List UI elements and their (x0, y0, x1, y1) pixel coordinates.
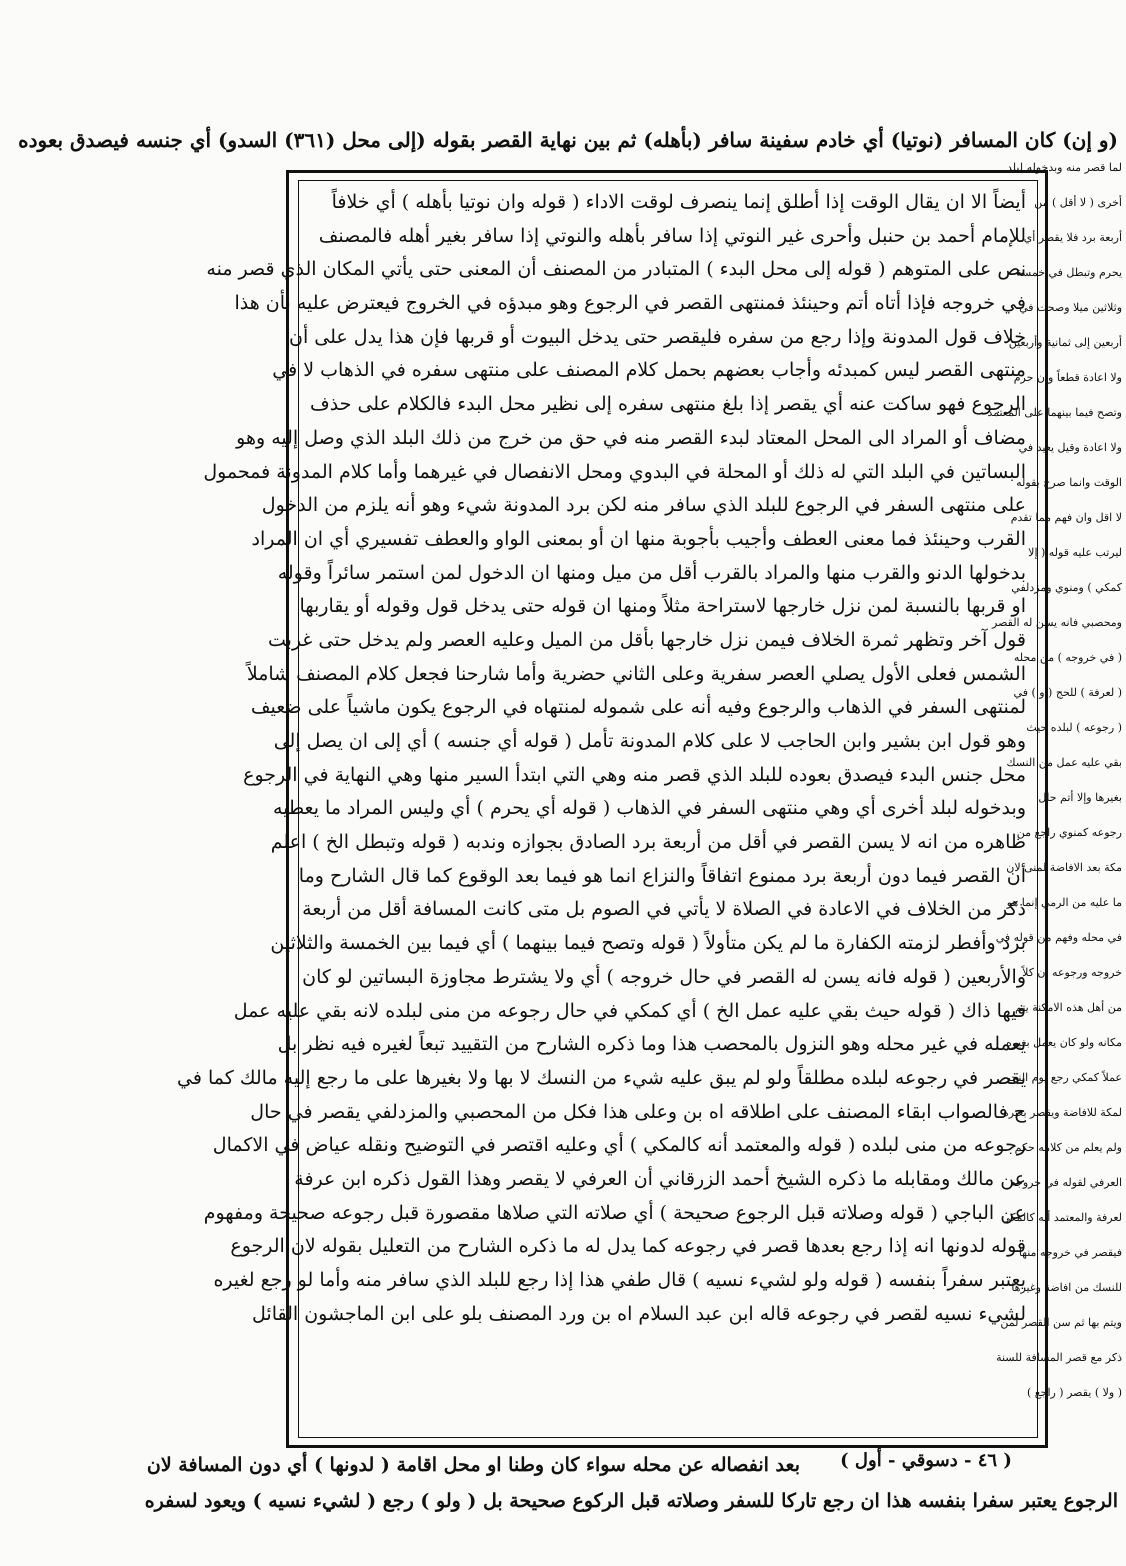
commentary-line: يقصر في رجوعه لبلده مطلقاً ولو لم يبق عليه شيء من النسك لا بها ولا بغيرها على ما رجع إليه مالك كما في (177, 1066, 1026, 1089)
commentary-line: أن القصر فيما دون أربعة برد ممنوع اتفاقاً والنزاع انما هو فيما بعد الوقوع كما قال الشارح وما (298, 864, 1026, 887)
margin-line: ليرتب عليه قوله ( إلا (1028, 546, 1122, 559)
margin-line: ومحصبي فانه يسن له القصر (992, 616, 1122, 629)
commentary-line: لشيء نسيه لقصر في رجوعه قاله ابن عبد السلام اه بن ورد المصنف بلو على ابن الماجشون القائل (252, 1302, 1026, 1325)
margin-line: أربعة برد فلا يقصر أي (1023, 231, 1122, 244)
commentary-line: في خروجه فإذا أتاه أتم وحينئذ فمنتهى القصر في الرجوع وهو مبدؤه في الخروج فيعترض عليه بأن هذا (234, 292, 1026, 315)
commentary-line: عن الباجي ( قوله وصلاته قبل الرجوع صحيحة ) أي صلاته التي صلاها مقصورة قبل رجوعه صحيحة ومفهوم (203, 1201, 1026, 1224)
margin-line: العرفي لقوله في خروجه (1010, 1176, 1122, 1189)
margin-line: ولم يعلم من كلامه حكم (1014, 1141, 1122, 1154)
margin-line: للنسك من افاضة وغيرها (1011, 1281, 1122, 1294)
commentary-line: على منتهى السفر في الرجوع للبلد الذي سافر منه لكن برد المدونة شيء وهو أنه يلزم من الدخول (261, 494, 1026, 517)
commentary-line: خلاف قول المدونة وإذا رجع من سفره فليقصر حتى يدخل البيوت أو قربها فإن هذا يدل على أن (288, 325, 1026, 348)
commentary-line: يعمله في غير محله وهو النزول بالمحصب هذا وما ذكره الشارح من التقييد تبعاً لغيره فيه نظر بل (277, 1033, 1026, 1056)
commentary-body (177, 186, 1026, 1434)
margin-line: ولا اعادة وقيل يعيد في (1018, 441, 1122, 454)
commentary-line: والأربعين ( قوله فانه يسن له القصر في حال خروجه ) أي ولا يشترط مجاوزة البساتين لو كان (302, 965, 1026, 988)
commentary-line: مضاف أو المراد الى المحل المعتاد لبدء القصر منه في حق من خرج من ذلك البلد الذي وصل إليه وهو (236, 426, 1026, 449)
commentary-line: الشمس فعلى الأول يصلي العصر سفرية وعلى الثاني حضرية وأما شارحنا فجعل كلام المصنف شاملاً (246, 662, 1026, 685)
margin-line: ( رجوعه ) لبلده حيث (1026, 721, 1122, 734)
commentary-line: منتهى القصر ليس كمبدئه وأجاب بعضهم بحمل كلام المصنف على منتهى سفره في الذهاب لا في (272, 359, 1026, 382)
margin-line: ( لعرفة ) للحج ( و ) في (1013, 686, 1122, 699)
commentary-line: او قربها بالنسبة لمن نزل خارجها لاستراحة مثلاً ومنها ان قوله حتى يدخل قول وقوله أو يقاربها (299, 595, 1026, 618)
commentary-line: القرب وحينئذ فما معنى العطف وأجيب بأجوبة منها ان أو بمعنى الواو والعطف تفسيري أي ان المراد (251, 527, 1026, 550)
commentary-line: بدخولها الدنو والقرب منها والمراد بالقرب أقل من ميل ومنها ان الدخول لمن استمر سائراً وقوله (277, 561, 1026, 584)
page-header: (و إن) كان المسافر (نوتيا) أي خادم سفينة سافر (بأهله) ثم بين نهاية القصر بقوله (إلى محل (٣٦١) السدو) أي جنسه فيصدق بعوده (18, 128, 1118, 152)
commentary-line: ظاهره من انه لا يسن القصر في أقل من أربعة برد الصادق بجوازه وندبه ( قوله وتبطل الخ ) اعلم (270, 831, 1026, 854)
margin-line: وتصح فيما بينهما على المعتمد (987, 406, 1122, 419)
margin-line: كمكي ) ومنوي ومزدلفي (1011, 581, 1122, 594)
commentary-line: نص على المتوهم ( قوله إلى محل البدء ) المتبادر من المصنف أن المعنى حتى يأتي المكان الذي قصر منه (206, 258, 1026, 281)
commentary-line: رجوعه من منى لبلده ( قوله والمعتمد أنه كالمكي ) أي وعليه اقتصر في التوضيح ونقله عياض في الاكمال (212, 1134, 1026, 1157)
margin-line: ذكر مع قصر المسافة للسنة (996, 1351, 1122, 1364)
footer-line-1: بعد انفصاله عن محله سواء كان وطنا او محل اقامة ( لدونها ) أي دون المسافة لان (146, 1454, 800, 1476)
page-footer-label: ( ٤٦ - دسوقي - أول ) (840, 1450, 1012, 1471)
margin-line: ( ولا ) يقصر ( راجع ) (1027, 1386, 1122, 1399)
margin-line: وثلاثين ميلا وصحت في (1019, 301, 1122, 314)
commentary-line: فيها ذاك ( قوله حيث بقي عليه عمل الخ ) أي كمكي في حال رجوعه من منى لبلده لانه بقي عليه عمل (233, 999, 1026, 1022)
margin-line: لعرفة والمعتمد أنه كالمكي (1001, 1211, 1122, 1224)
commentary-line: البساتين في البلد التي له ذلك أو المحلة في البدوي ومحل الانفصال في غيرهما وأما كلام المدونة فمحمول (203, 460, 1026, 483)
margin-line: لما قصر منه وبدخوله لبلد (1007, 161, 1122, 174)
margin-line: أخرى ( لا أقل ) من (1034, 196, 1122, 209)
margin-line: ويتم بها ثم سن القصر لمن (1000, 1316, 1122, 1329)
commentary-line: برد وأفطر لزمته الكفارة ما لم يكن متأولاً ( قوله وتصح فيما بينهما ) أي فيما بين الخمسة والثلاثين (270, 932, 1026, 955)
margin-line: رجوعه كمنوي راجع من (1016, 826, 1122, 839)
margin-line: لمكة للافاضة ويقصر بغيره (1002, 1106, 1122, 1119)
margin-line: بغيرها وإلا أتم حال (1038, 791, 1122, 804)
commentary-line: قوله لدونها انه إذا رجع بعدها قصر في رجوعه كما يدل له ما ذكره الشارح من التعليل بقوله لان الرجوع (230, 1235, 1026, 1258)
margin-line: أربعين إلى ثمانية وأربعين (1008, 336, 1122, 349)
margin-line: بقي عليه عمل من النسك (1006, 756, 1122, 769)
margin-line: يحرم وتبطل في خمسة (1016, 266, 1122, 279)
commentary-line: عن مالك ومقابله ما ذكره الشيخ أحمد الزرقاني أن العرفي لا يقصر وهذا القول ذكره ابن عرفة (294, 1167, 1026, 1190)
margin-line: فيقصر في خروجه منها (1018, 1246, 1122, 1259)
margin-line: مكة بعد الافاضة لمنى لان (1006, 861, 1122, 874)
commentary-line: وهو قول ابن بشير وابن الحاجب لا على كلام المدونة تأمل ( قوله أي جنسه ) أي إلى ان يصل إلى (273, 730, 1026, 752)
commentary-line: يعتبر سفراً بنفسه ( قوله ولو لشيء نسيه ) قال طفي هذا إذا رجع للبلد الذي سافر منه وأما لو رجع لغيره (213, 1269, 1026, 1291)
margin-line: ( في خروجه ) من محله (1013, 651, 1122, 664)
margin-line: ما عليه من الرمي إنما هو (1006, 896, 1122, 909)
commentary-line: قول آخر وتظهر ثمرة الخلاف فيمن نزل خارجها بأقل من الميل وعليه العصر ولم يدخل حتى غربت (267, 628, 1026, 651)
right-margin-text (987, 150, 1122, 1410)
commentary-line: أيضاً الا ان يقال الوقت إذا أطلق إنما ينصرف لوقت الاداء ( قوله وان نوتيا بأهله ) أي خلافاً (331, 191, 1026, 213)
margin-line: عملاً كمكي رجع يوم النحر (1005, 1071, 1122, 1084)
margin-line: خروجه ورجوعه ان كلاً (1022, 966, 1122, 979)
footer-line-2: الرجوع يعتبر سفرا بنفسه هذا ان رجع تاركا للسفر وصلاته قبل الركوع صحيحة بل ( ولو ) رجع ( لشيء نسيه ) ويعود لسفره (144, 1490, 1118, 1512)
commentary-line: لمنتهى السفر في الذهاب والرجوع وفيه أنه على شموله لمنتهاه في الرجوع يكون ماشياً على ضعيف (250, 696, 1026, 719)
margin-line: مكانه ولو كان يعمل بغيره (1006, 1036, 1122, 1049)
margin-line: من أهل هذه الامكنة يتم (1015, 1001, 1122, 1014)
margin-line: في محله وفهم من قوله في (995, 931, 1122, 944)
commentary-line: محل جنس البدء فيصدق بعوده للبلد الذي قصر منه وهي التي ابتدأ السير منها وهي النهاية في الرجوع (243, 763, 1026, 786)
margin-line: لا اقل وان فهم مما تقدم (1010, 511, 1122, 524)
commentary-line: ذكر من الخلاف في الاعادة في الصلاة لا يأتي في الصوم بل متى كانت المسافة أقل من أربعة (302, 898, 1026, 921)
margin-line: الوقت وانما صرح بقوله (1016, 476, 1122, 489)
commentary-line: الرجوع فهو ساكت عنه أي يقصر إذا بلغ منتهى سفره إلى نظير محل البدء فالكلام على حذف (310, 393, 1026, 416)
commentary-line: وبدخوله لبلد أخرى أي وهي منتهى السفر في الذهاب ( قوله أي يحرم ) أي وليس المراد ما يعطيه (273, 797, 1026, 820)
commentary-line: للإمام أحمد بن حنبل وأحرى غير النوتي إذا سافر بأهله والنوتي إذا سافر بغير أهله فالمصنف (318, 224, 1026, 247)
commentary-line: ح فالصواب ابقاء المصنف على اطلاقه اه بن وعلى هذا فكل من المحصبي والمزدلفي يقصر في حال (250, 1100, 1026, 1123)
margin-line: ولا اعادة قطعاً وان حرم (1013, 371, 1122, 384)
